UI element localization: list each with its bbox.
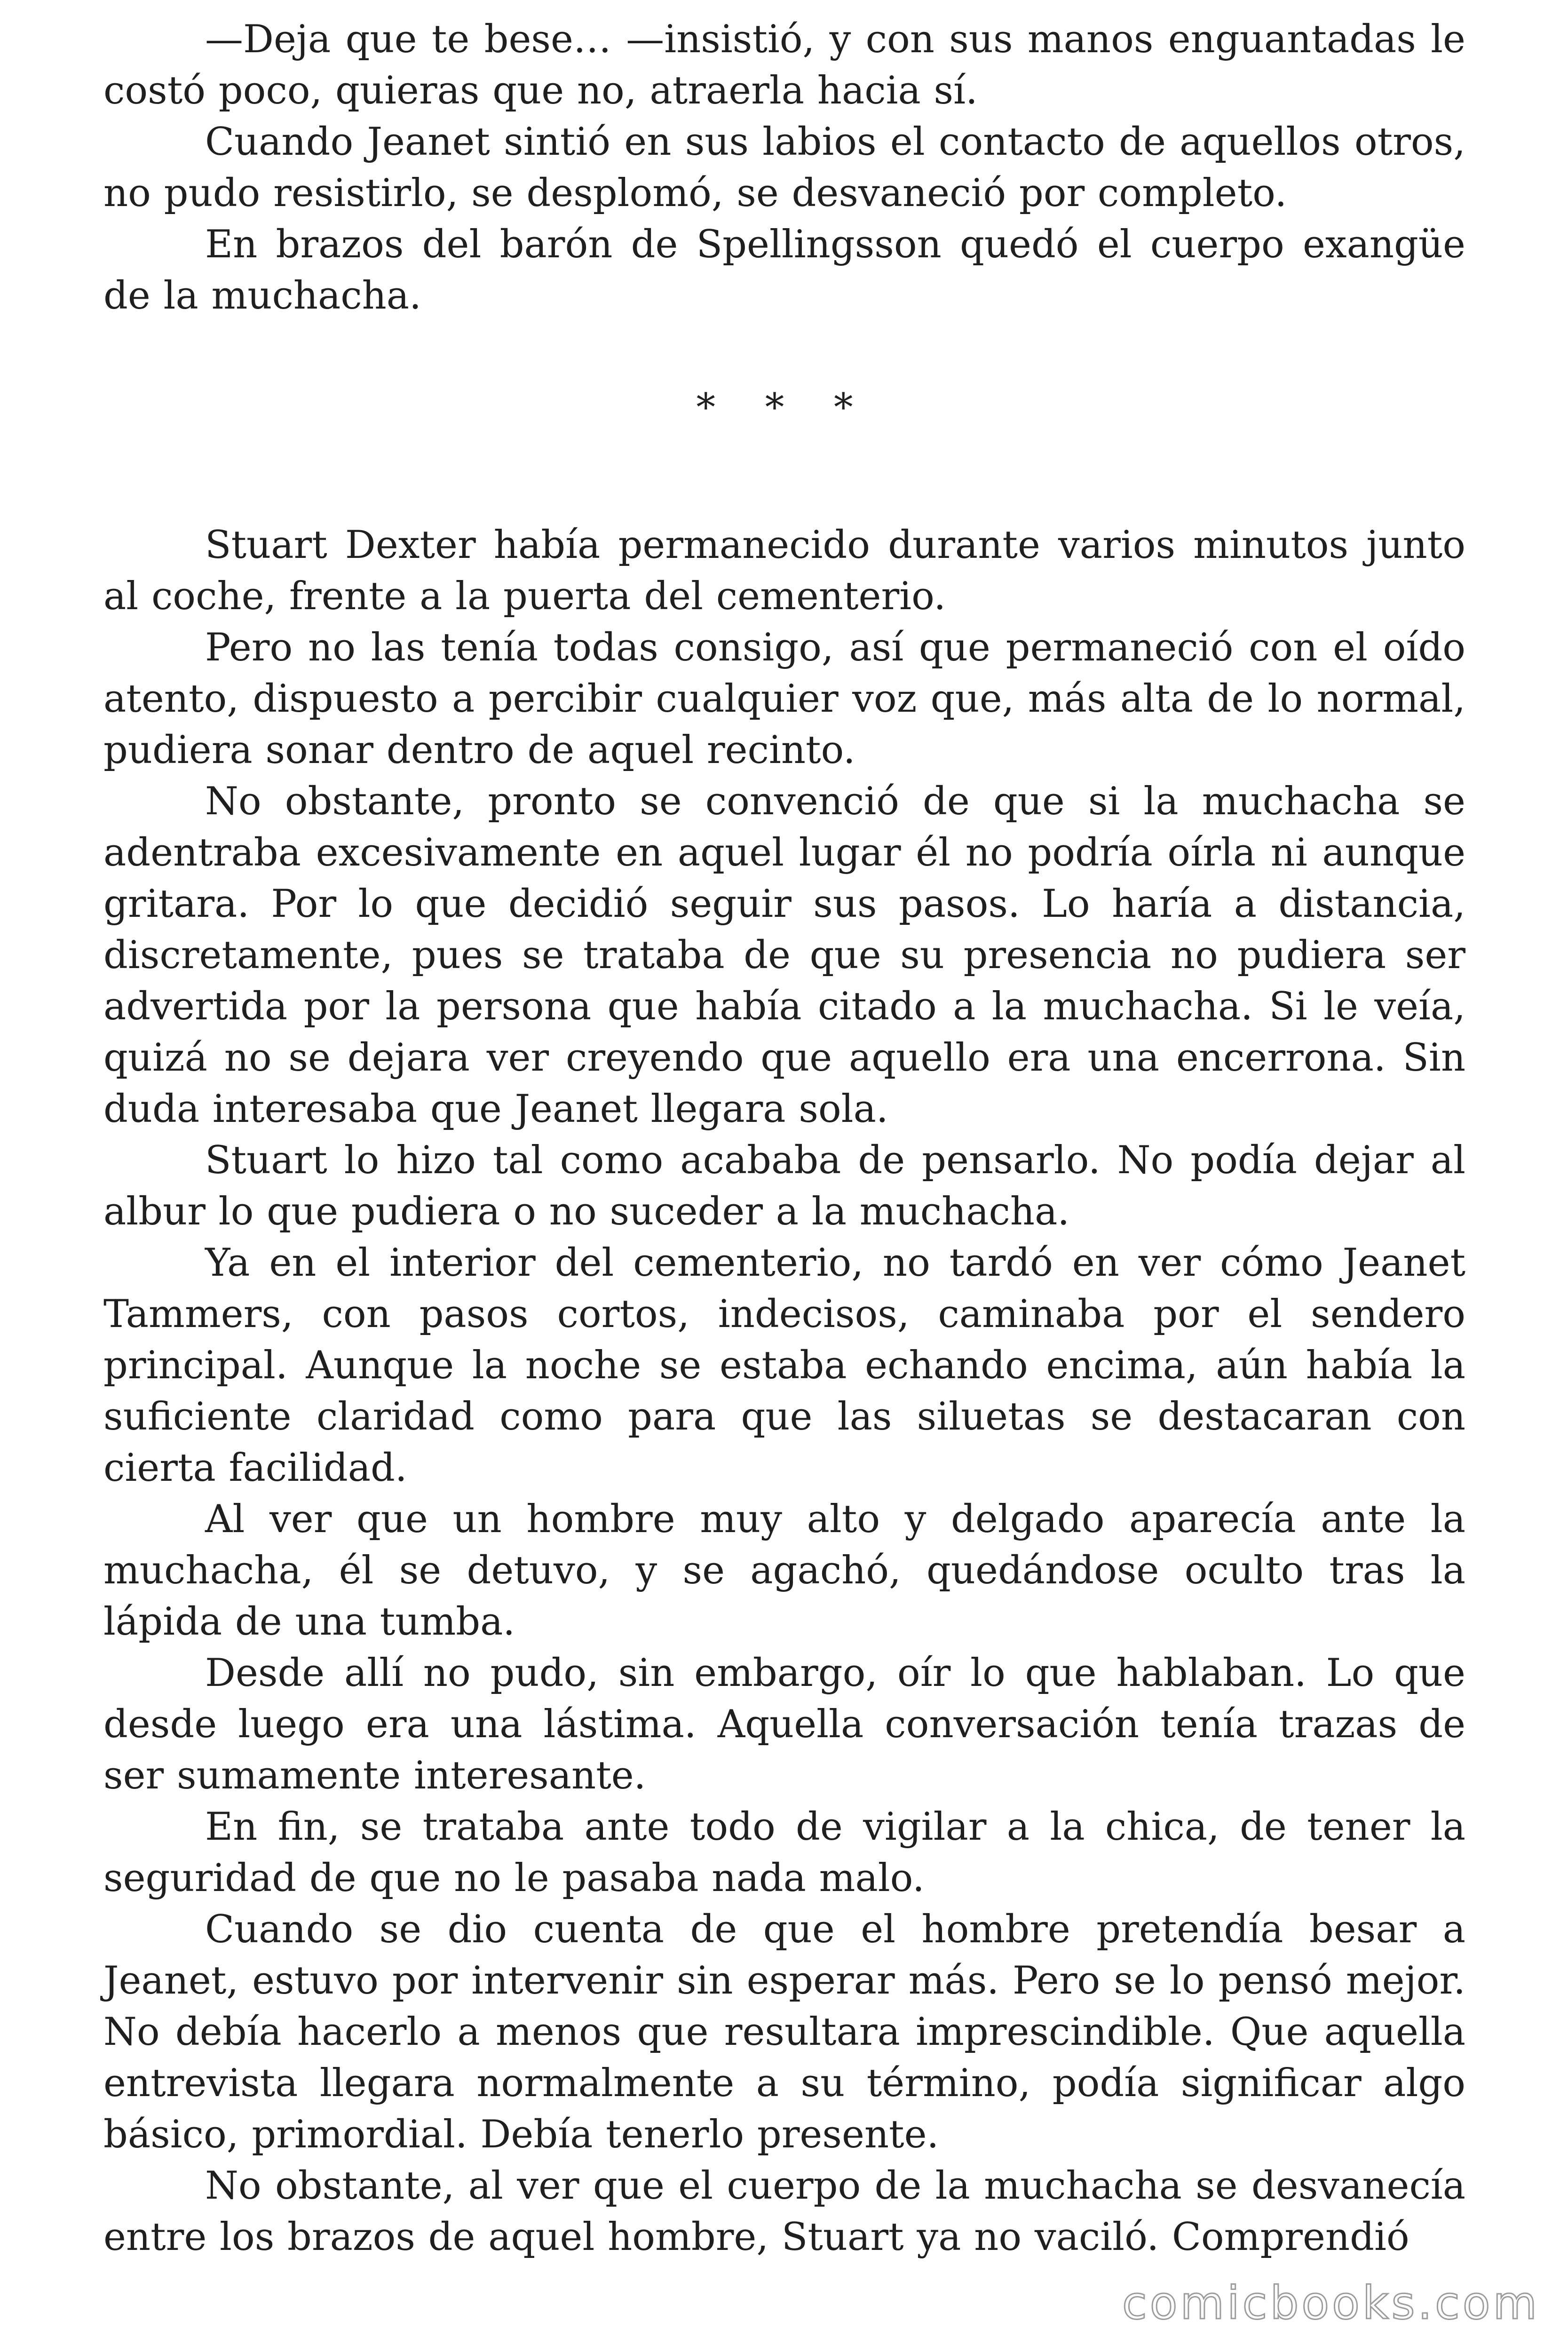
paragraph: No obstante, pronto se convenció de que si la muchacha se adentraba excesivamente en aquel lugar él no podría oírla ni aunque gritara. Por lo que decidió seguir sus pasos. Lo haría a distancia, discretamente, pues se trataba de que su presencia no pudiera ser advertida por la persona que había citado a la muchacha. Si le veía, quizá no se dejara ver creyendo que aquello era una encerrona. Sin duda interesaba que Jeanet llegara sola. [103, 779, 1465, 1131]
paragraph: En brazos del barón de Spellingsson quedó el cuerpo exangüe de la muchacha. [103, 222, 1465, 318]
paragraph: No obstante, al ver que el cuerpo de la muchacha se desvanecía entre los brazos de aquel hombre, Stuart ya no vaciló. Comprendió [103, 2164, 1465, 2259]
scene-separator: * * * [696, 386, 872, 430]
top-text-block [103, 14, 1465, 322]
paragraph: En fin, se trataba ante todo de vigilar a la chica, de tener la seguridad de que no le pasaba nada malo. [103, 1805, 1465, 1900]
paragraph: Ya en el interior del cementerio, no tardó en ver cómo Jeanet Tammers, con pasos cortos, indecisos, caminaba por el sendero principal. Aunque la noche se estaba echando encima, aún había la suficiente claridad como para que las siluetas se destacaran con cierta facilidad. [103, 1241, 1465, 1490]
paragraph: Pero no las tenía todas consigo, así que permaneció con el oído atento, dispuesto a percibir cualquier voz que, más alta de lo normal, pudiera sonar dentro de aquel recinto. [103, 626, 1465, 772]
paragraph: Cuando se dio cuenta de que el hombre pretendía besar a Jeanet, estuvo por intervenir sin esperar más. Pero se lo pensó mejor. No debía hacerlo a menos que resultara imprescindible. Que aquella entrevista llegara normalmente a su término, podía significar algo básico, primordial. Debía tenerlo presente. [103, 1907, 1465, 2157]
paragraph: Stuart lo hizo tal como acababa de pensarlo. No podía dejar al albur lo que pudiera o no suceder a la muchacha. [103, 1138, 1465, 1234]
paragraph: Stuart Dexter había permanecido durante varios minutos junto al coche, frente a la puerta del cementerio. [103, 523, 1465, 619]
paragraph: Desde allí no pudo, sin embargo, oír lo que hablaban. Lo que desde luego era una lástima. Aquella conversación tenía trazas de ser sumamente interesante. [103, 1651, 1465, 1798]
paragraph: —Deja que te bese… —insistió, y con sus manos enguantadas le costó poco, quieras que no, atraerla hacia sí. [103, 17, 1465, 113]
paragraph: Cuando Jeanet sintió en sus labios el contacto de aquellos otros, no pudo resistirlo, se desplomó, se desvaneció por completo. [103, 120, 1465, 215]
main-text-block [103, 520, 1465, 2263]
paragraph: Al ver que un hombre muy alto y delgado aparecía ante la muchacha, él se detuvo, y se agachó, quedándose oculto tras la lápida de una tumba. [103, 1497, 1465, 1644]
watermark: comicbooks.com [1122, 2277, 1540, 2329]
